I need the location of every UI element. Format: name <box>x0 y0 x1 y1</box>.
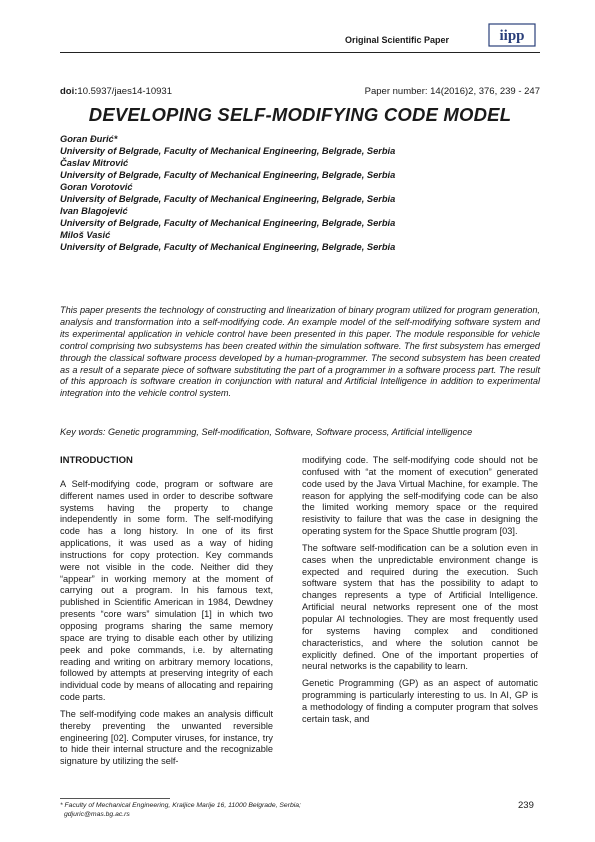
keywords: Key words: Genetic programming, Self-modification, Software, Software process, Artificial intelligence <box>60 427 473 437</box>
paragraph: A Self-modifying code, program or software are different names used in order to describe software systems having the property to change independently in some form. The self-modifying code has a long history. In one of its first applications, it was used as a way of hiding instructions for copy protection. Key commands were not visible in the code. Neither did they “appear” in working memory at the moment of carrying out a program. In his famous text, published in Scientific American in 1984, Dewdney presents “core wars” simulation [1] in which two opposing programs sharing the same memory space are trying to disable each other by utilizing peek and poke commands, i.e. by alternating reading and writing on arbitrary memory locations, followed by attempts at preserving integrity of each individual code by means of allocating and repairing code parts. <box>60 478 273 703</box>
author-affiliation: University of Belgrade, Faculty of Mechanical Engineering, Belgrade, Serbia <box>60 218 396 228</box>
author-name: Miloš Vasić <box>60 230 111 240</box>
paragraph: Genetic Programming (GP) as an aspect of automatic programming is particularly interesting to us. In AI, GP is a methodology of finding a computer program that solves certain task, and <box>302 678 538 724</box>
paper-number: Paper number: 14(2016)2, 376, 239 - 247 <box>364 86 540 97</box>
paragraph: modifying code. The self-modifying code should not be confused with “at the moment of execution” generated code used by the Java Virtual Machine, for example. The reason for applying the self-modifying code can be also the limited working memory space or the required resistivity to failure that was the case in designing the operating system for the Space Shuttle program [03]. <box>302 455 538 537</box>
paper-title: DEVELOPING SELF-MODIFYING CODE MODEL <box>88 104 512 125</box>
author-name: Goran Vorotović <box>60 182 133 192</box>
footnote: * Faculty of Mechanical Engineering, Kraljice Marije 16, 11000 Belgrade, Serbia; gdjuric@mas.bg.ac.rs <box>60 801 390 819</box>
paragraph: The software self-modification can be a solution even in cases when the unpredictable environment change is expected and required during the execution. Such software system that has the possibility to adapt to changes represents a type of Artificial Intelligence. Artificial neural networks represent one of the most popular AI technologies. They are most frequently used for systems having complex and conditioned characteristics, and where the solution cannot be explicitly defined. One of the important properties of neural networks is the capability to learn. <box>302 542 538 672</box>
author-name: Ivan Blagojević <box>60 206 128 216</box>
svg-text:iipp: iipp <box>499 28 525 44</box>
body-column-right <box>302 455 538 731</box>
abstract: This paper presents the technology of constructing and linearization of binary program utilized for program generation, analysis and transformation into a self-modifying code. An example model of the self-modifying software system and its experimental application in vehicle control have been presented in this paper. The module responsible for vehicle control comprising two subsystems has been created within the simulation software. The first subsystem has emerged through the classical software process developed by a human-programmer. The second subsystem has been created as a result of a separate piece of software substituting the part of a programmer in a software process part. The result of this approach is software creation in conjunction with natural and Artificial Intelligence in addition to experimental integration into the vehicle control system. <box>60 305 540 399</box>
author-name: Goran Đurić* <box>60 134 118 144</box>
author-affiliation: University of Belgrade, Faculty of Mechanical Engineering, Belgrade, Serbia <box>60 242 396 252</box>
author-affiliation: University of Belgrade, Faculty of Mechanical Engineering, Belgrade, Serbia <box>60 170 396 180</box>
section-heading: INTRODUCTION <box>60 455 133 466</box>
paragraph: The self-modifying code makes an analysis difficult thereby preventing the unwanted reversible engineering [02]. Computer viruses, for instance, try to hide their internal structure and the recognizable signature by utilizing the self- <box>60 708 273 767</box>
author-affiliation: University of Belgrade, Faculty of Mechanical Engineering, Belgrade, Serbia <box>60 146 396 156</box>
author-email: gdjuric@mas.bg.ac.rs <box>64 811 130 818</box>
body-column-left <box>60 455 273 773</box>
page-number: 239 <box>518 800 534 811</box>
author-name: Časlav Mitrović <box>60 158 129 168</box>
article-type-label: Original Scientific Paper <box>345 35 450 45</box>
journal-logo <box>488 23 536 47</box>
footnote-rule <box>60 798 170 799</box>
author-affiliation: University of Belgrade, Faculty of Mechanical Engineering, Belgrade, Serbia <box>60 194 396 204</box>
doi: doi:10.5937/jaes14-10931 <box>60 86 172 97</box>
author-list <box>60 133 540 253</box>
header-rule <box>60 52 540 53</box>
